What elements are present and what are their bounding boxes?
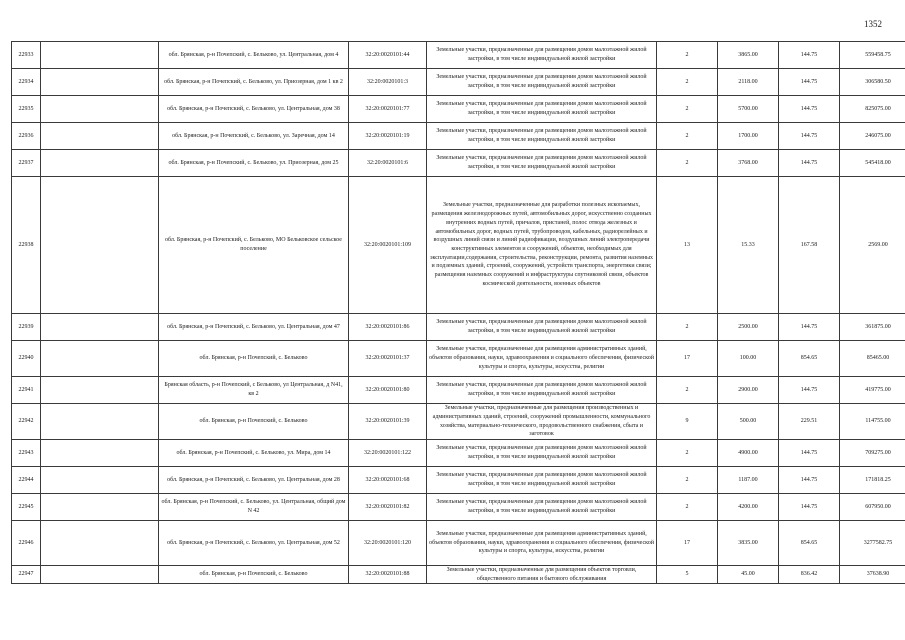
- specific-value: 854.65: [779, 521, 840, 566]
- specific-value: 836.42: [779, 566, 840, 584]
- land-registry-table: [11, 41, 905, 584]
- parcel-address: обл. Брянская, р-н Почепский, с. Бельково, ул. Заречная, дом 14: [159, 123, 349, 150]
- use-category: 2: [657, 314, 718, 341]
- cadastral-value: 171818.25: [840, 467, 905, 494]
- use-category: 9: [657, 404, 718, 440]
- specific-value: 854.65: [779, 341, 840, 377]
- use-category: 2: [657, 440, 718, 467]
- empty-cell: [41, 566, 159, 584]
- parcel-area: 5700.00: [718, 96, 779, 123]
- empty-cell: [41, 467, 159, 494]
- use-category: 5: [657, 566, 718, 584]
- empty-cell: [41, 521, 159, 566]
- land-use-purpose: Земельные участки, предназначенные для размещения административных зданий, объектов образования, науки, здравоохранения и социального обеспечения, физической культуры и спорта, культуры, искусства, религии: [427, 521, 657, 566]
- empty-cell: [41, 440, 159, 467]
- use-category: 2: [657, 42, 718, 69]
- empty-cell: [41, 404, 159, 440]
- empty-cell: [41, 341, 159, 377]
- parcel-area: 1700.00: [718, 123, 779, 150]
- cadastral-number: 32:20:0020101:19: [349, 123, 427, 150]
- parcel-address: обл. Брянская, р-н Почепский, с. Бельково: [159, 404, 349, 440]
- cadastral-value: 246075.00: [840, 123, 905, 150]
- use-category: 17: [657, 341, 718, 377]
- parcel-area: 3768.00: [718, 150, 779, 177]
- land-use-purpose: Земельные участки, предназначенные для размещения административных зданий, объектов образования, науки, здравоохранения и социального обеспечения, физической культуры и спорта, культуры, искусства, религии: [427, 341, 657, 377]
- cadastral-value: 3277582.75: [840, 521, 905, 566]
- table-body: [12, 42, 905, 584]
- parcel-number: 22935: [12, 96, 41, 123]
- parcel-number: 22938: [12, 177, 41, 314]
- specific-value: 229.51: [779, 404, 840, 440]
- cadastral-value: 85465.00: [840, 341, 905, 377]
- land-use-purpose: Земельные участки, предназначенные для размещения домов малоэтажной жилой застройки, в том числе индивидуальной жилой застройки: [427, 440, 657, 467]
- use-category: 2: [657, 467, 718, 494]
- specific-value: 167.58: [779, 177, 840, 314]
- parcel-address: обл. Брянская, р-н Почепский, с. Бельково, ул. Приозерная, дом 1 кв 2: [159, 69, 349, 96]
- empty-cell: [41, 150, 159, 177]
- cadastral-number: 32:20:0020101:120: [349, 521, 427, 566]
- table-row: [12, 440, 905, 467]
- parcel-area: 45.00: [718, 566, 779, 584]
- parcel-address: обл. Брянская, р-н Почепский, с. Бельково: [159, 566, 349, 584]
- land-use-purpose: Земельные участки, предназначенные для размещения домов малоэтажной жилой застройки, в том числе индивидуальной жилой застройки: [427, 377, 657, 404]
- parcel-number: 22933: [12, 42, 41, 69]
- table-row: [12, 467, 905, 494]
- specific-value: 144.75: [779, 377, 840, 404]
- cadastral-value: 2569.00: [840, 177, 905, 314]
- parcel-area: 500.00: [718, 404, 779, 440]
- parcel-address: обл. Брянская, р-н Почепский, с. Бельково, ул. Приозерная, дом 25: [159, 150, 349, 177]
- specific-value: 144.75: [779, 42, 840, 69]
- cadastral-number: 32:20:0020101:82: [349, 494, 427, 521]
- land-use-purpose: Земельные участки, предназначенные для размещения домов малоэтажной жилой застройки, в том числе индивидуальной жилой застройки: [427, 123, 657, 150]
- cadastral-value: 37638.90: [840, 566, 905, 584]
- table-row: [12, 566, 905, 584]
- parcel-area: 1187.00: [718, 467, 779, 494]
- cadastral-number: 32:20:0020101:37: [349, 341, 427, 377]
- empty-cell: [41, 42, 159, 69]
- empty-cell: [41, 96, 159, 123]
- specific-value: 144.75: [779, 69, 840, 96]
- empty-cell: [41, 377, 159, 404]
- table-row: [12, 341, 905, 377]
- empty-cell: [41, 494, 159, 521]
- land-use-purpose: Земельные участки, предназначенные для размещения домов малоэтажной жилой застройки, в том числе индивидуальной жилой застройки: [427, 314, 657, 341]
- table-row: [12, 96, 905, 123]
- parcel-address: обл. Брянская, р-н Почепский, с. Бельково, ул. Центральная, дом 47: [159, 314, 349, 341]
- land-use-purpose: Земельные участки, предназначенные для размещения объектов торговли, общественного питания и бытового обслуживания: [427, 566, 657, 584]
- specific-value: 144.75: [779, 440, 840, 467]
- parcel-area: 3835.00: [718, 521, 779, 566]
- specific-value: 144.75: [779, 123, 840, 150]
- table-row: [12, 69, 905, 96]
- cadastral-number: 32:20:0020101:80: [349, 377, 427, 404]
- parcel-number: 22937: [12, 150, 41, 177]
- parcel-area: 4900.00: [718, 440, 779, 467]
- parcel-address: обл. Брянская, р-н Почепский, с. Бельково, ул. Мира, дом 14: [159, 440, 349, 467]
- empty-cell: [41, 69, 159, 96]
- table-row: [12, 177, 905, 314]
- cadastral-value: 545418.00: [840, 150, 905, 177]
- page-number: 1352: [864, 19, 882, 29]
- parcel-area: 15.33: [718, 177, 779, 314]
- use-category: 2: [657, 150, 718, 177]
- parcel-number: 22946: [12, 521, 41, 566]
- use-category: 2: [657, 69, 718, 96]
- cadastral-value: 361875.00: [840, 314, 905, 341]
- parcel-number: 22940: [12, 341, 41, 377]
- land-use-purpose: Земельные участки, предназначенные для размещения домов малоэтажной жилой застройки, в том числе индивидуальной жилой застройки: [427, 42, 657, 69]
- cadastral-number: 32:20:0020101:109: [349, 177, 427, 314]
- parcel-number: 22942: [12, 404, 41, 440]
- parcel-area: 2900.00: [718, 377, 779, 404]
- cadastral-value: 825075.00: [840, 96, 905, 123]
- cadastral-value: 607950.00: [840, 494, 905, 521]
- cadastral-number: 32:20:0020101:6: [349, 150, 427, 177]
- cadastral-value: 306580.50: [840, 69, 905, 96]
- table-row: [12, 521, 905, 566]
- table-row: [12, 404, 905, 440]
- use-category: 17: [657, 521, 718, 566]
- land-use-purpose: Земельные участки, предназначенные для разработки полезных ископаемых, размещения железнодорожных путей, автомобильных дорог, искусственно созданных внутренних водных путей, причалов, пристаней, полос отвода железных и автомобильных дорог, водных путей, трубопроводов, кабельных, радиорелейных и воздушных линий связи и линий радиофикации, воздушных линий электропередачи конструктивных элементов и сооружений, объектов, необходимых для эксплуатации,содержания, строительства, реконструкции, ремонта, развития наземных и подземных зданий, строений, сооружений, устройств транспорта, энергетики связи; размещения наземных сооружений и инфраструктуры спутниковой связи, объектов космической деятельности, военных объектов: [427, 177, 657, 314]
- cadastral-value: 419775.00: [840, 377, 905, 404]
- specific-value: 144.75: [779, 150, 840, 177]
- land-use-purpose: Земельные участки, предназначенные для размещения домов малоэтажной жилой застройки, в том числе индивидуальной жилой застройки: [427, 494, 657, 521]
- use-category: 2: [657, 377, 718, 404]
- cadastral-number: 32:20:0020101:3: [349, 69, 427, 96]
- cadastral-number: 32:20:0020101:86: [349, 314, 427, 341]
- parcel-address: обл. Брянская, р-н Почепский, с. Бельково, ул. Центральная, дом 28: [159, 467, 349, 494]
- land-use-purpose: Земельные участки, предназначенные для размещения домов малоэтажной жилой застройки, в том числе индивидуальной жилой застройки: [427, 69, 657, 96]
- specific-value: 144.75: [779, 96, 840, 123]
- cadastral-number: 32:20:0020101:88: [349, 566, 427, 584]
- table-row: [12, 377, 905, 404]
- specific-value: 144.75: [779, 314, 840, 341]
- cadastral-value: 114755.00: [840, 404, 905, 440]
- cadastral-number: 32:20:0020101:44: [349, 42, 427, 69]
- parcel-address: обл. Брянская, р-н Почепский, с. Бельково, ул. Центральная, дом 4: [159, 42, 349, 69]
- empty-cell: [41, 123, 159, 150]
- land-use-purpose: Земельные участки, предназначенные для размещения домов малоэтажной жилой застройки, в том числе индивидуальной жилой застройки: [427, 150, 657, 177]
- table-row: [12, 42, 905, 69]
- specific-value: 144.75: [779, 467, 840, 494]
- parcel-number: 22945: [12, 494, 41, 521]
- cadastral-number: 32:20:0020101:39: [349, 404, 427, 440]
- cadastral-value: 559458.75: [840, 42, 905, 69]
- use-category: 2: [657, 96, 718, 123]
- use-category: 13: [657, 177, 718, 314]
- table-row: [12, 314, 905, 341]
- parcel-address: обл. Брянская, р-н Почепский, с. Бельково, МО Бельковское сельское поселение: [159, 177, 349, 314]
- use-category: 2: [657, 494, 718, 521]
- empty-cell: [41, 314, 159, 341]
- use-category: 2: [657, 123, 718, 150]
- cadastral-value: 709275.00: [840, 440, 905, 467]
- parcel-address: обл. Брянская, р-н Почепский, с. Бельково, ул. Центральная, дом 52: [159, 521, 349, 566]
- cadastral-number: 32:20:0020101:122: [349, 440, 427, 467]
- parcel-number: 22934: [12, 69, 41, 96]
- parcel-address: обл. Брянская, р-н Почепский, с. Бельково, ул. Центральная, дом 38: [159, 96, 349, 123]
- cadastral-number: 32:20:0020101:77: [349, 96, 427, 123]
- parcel-area: 4200.00: [718, 494, 779, 521]
- cadastral-number: 32:20:0020101:68: [349, 467, 427, 494]
- table-row: [12, 123, 905, 150]
- parcel-number: 22939: [12, 314, 41, 341]
- parcel-number: 22941: [12, 377, 41, 404]
- table-row: [12, 150, 905, 177]
- parcel-number: 22943: [12, 440, 41, 467]
- specific-value: 144.75: [779, 494, 840, 521]
- land-use-purpose: Земельные участки, предназначенные для размещения домов малоэтажной жилой застройки, в том числе индивидуальной жилой застройки: [427, 96, 657, 123]
- parcel-address: обл. Брянская, р-н Почепский, с. Бельково, ул. Центральная, общий дом N 42: [159, 494, 349, 521]
- land-use-purpose: Земельные участки, предназначенные для размещения домов малоэтажной жилой застройки, в том числе индивидуальной жилой застройки: [427, 467, 657, 494]
- parcel-number: 22944: [12, 467, 41, 494]
- table-row: [12, 494, 905, 521]
- land-use-purpose: Земельные участки, предназначенные для размещения производственных и административных зданий, строений, сооружений промышленности, коммунального хозяйства, материально-технического, продовольственного снабжения, сбыта и заготовок: [427, 404, 657, 440]
- parcel-number: 22947: [12, 566, 41, 584]
- empty-cell: [41, 177, 159, 314]
- parcel-address: обл. Брянская, р-н Почепский, с. Бельково: [159, 341, 349, 377]
- parcel-area: 2118.00: [718, 69, 779, 96]
- parcel-area: 3865.00: [718, 42, 779, 69]
- parcel-area: 100.00: [718, 341, 779, 377]
- parcel-number: 22936: [12, 123, 41, 150]
- parcel-address: Брянская область, р-н Почепский, с Бельково, ул Центральная, д N41, кв 2: [159, 377, 349, 404]
- parcel-area: 2500.00: [718, 314, 779, 341]
